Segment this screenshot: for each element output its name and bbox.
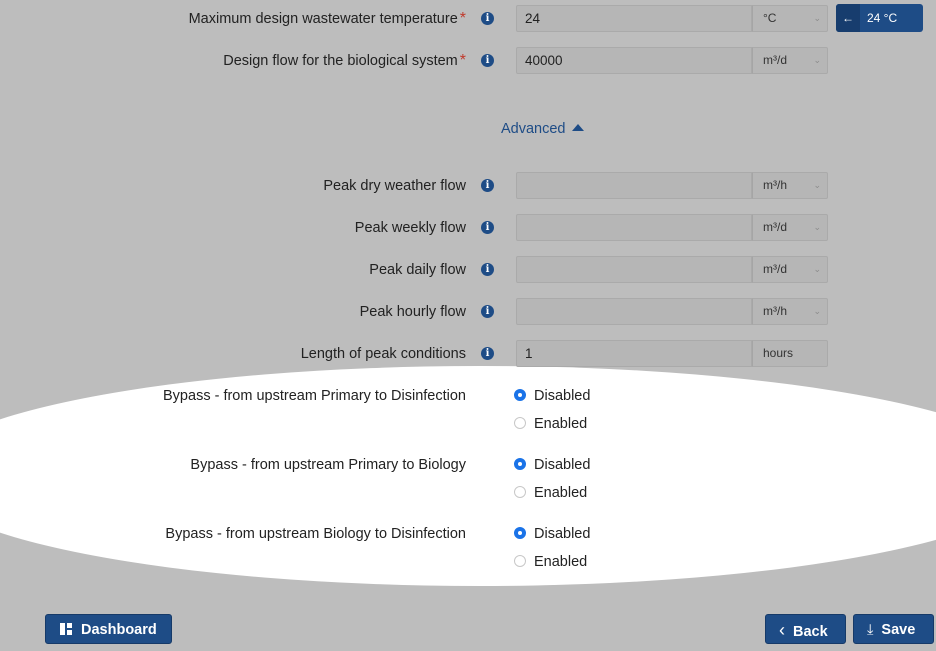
info-icon[interactable]: i <box>481 179 494 192</box>
chevron-down-icon: ⌄ <box>813 306 821 316</box>
bypass-biology-disinfection-enabled-option[interactable]: Enabled <box>514 554 587 570</box>
peak-dry-input[interactable] <box>516 172 752 199</box>
info-icon[interactable]: i <box>481 221 494 234</box>
radio-unselected[interactable] <box>514 555 526 567</box>
peak-weekly-label: Peak weekly flow <box>354 220 466 236</box>
radio-selected[interactable] <box>514 458 526 470</box>
info-icon[interactable]: i <box>481 12 494 25</box>
peak-daily-unit-select[interactable]: m³/d ⌄ <box>752 256 828 283</box>
arrow-left-icon: ← <box>836 4 860 32</box>
max-temp-unit-select[interactable]: °C ⌄ <box>752 5 828 32</box>
bypass-primary-biology-disabled-option[interactable]: Disabled <box>514 457 590 473</box>
bypass-primary-disinfection-label: Bypass - from upstream Primary to Disinfection <box>163 388 466 404</box>
max-temp-input[interactable]: 24 <box>516 5 752 32</box>
peak-length-unit: hours <box>752 340 828 367</box>
info-icon[interactable]: i <box>481 263 494 276</box>
peak-daily-input[interactable] <box>516 256 752 283</box>
design-flow-label: Design flow for the biological system * <box>223 52 466 69</box>
save-button[interactable]: ⤓ Save <box>853 614 934 644</box>
peak-weekly-unit-select[interactable]: m³/d ⌄ <box>752 214 828 241</box>
chevron-down-icon: ⌄ <box>813 55 821 65</box>
required-marker: * <box>459 10 466 27</box>
design-flow-unit-select[interactable]: m³/d ⌄ <box>752 47 828 74</box>
spotlight-highlight <box>0 366 936 586</box>
back-button[interactable]: ‹ Back <box>765 614 846 644</box>
temperature-convert-button[interactable]: ← 24 °C <box>836 4 923 32</box>
download-icon: ⤓ <box>867 622 874 638</box>
peak-dry-unit-select[interactable]: m³/h ⌄ <box>752 172 828 199</box>
radio-unselected[interactable] <box>514 417 526 429</box>
info-icon[interactable]: i <box>481 305 494 318</box>
bypass-primary-disinfection-enabled-option[interactable]: Enabled <box>514 416 587 432</box>
peak-daily-label: Peak daily flow <box>369 262 466 278</box>
radio-selected[interactable] <box>514 389 526 401</box>
chevron-down-icon: ⌄ <box>813 180 821 190</box>
dashboard-icon <box>60 623 72 635</box>
bypass-primary-disinfection-disabled-option[interactable]: Disabled <box>514 388 590 404</box>
bypass-primary-biology-enabled-option[interactable]: Enabled <box>514 485 587 501</box>
chevron-down-icon: ⌄ <box>813 264 821 274</box>
max-temp-label: Maximum design wastewater temperature * <box>188 10 466 27</box>
chevron-down-icon: ⌄ <box>813 13 821 23</box>
bypass-biology-disinfection-label: Bypass - from upstream Biology to Disinfection <box>165 526 466 542</box>
peak-hourly-input[interactable] <box>516 298 752 325</box>
radio-selected[interactable] <box>514 527 526 539</box>
dashboard-button[interactable]: Dashboard <box>45 614 172 644</box>
advanced-toggle[interactable]: Advanced <box>501 121 584 137</box>
info-icon[interactable]: i <box>481 347 494 360</box>
required-marker: * <box>459 52 466 69</box>
peak-hourly-unit-select[interactable]: m³/h ⌄ <box>752 298 828 325</box>
info-icon[interactable]: i <box>481 54 494 67</box>
peak-dry-label: Peak dry weather flow <box>323 178 466 194</box>
radio-unselected[interactable] <box>514 486 526 498</box>
peak-length-label: Length of peak conditions <box>300 346 466 362</box>
design-flow-input[interactable]: 40000 <box>516 47 752 74</box>
bypass-primary-biology-label: Bypass - from upstream Primary to Biology <box>190 457 466 473</box>
bypass-biology-disinfection-disabled-option[interactable]: Disabled <box>514 526 590 542</box>
peak-weekly-input[interactable] <box>516 214 752 241</box>
caret-up-icon <box>572 124 584 131</box>
chevron-left-icon: ‹ <box>779 620 785 640</box>
peak-hourly-label: Peak hourly flow <box>359 304 466 320</box>
chevron-down-icon: ⌄ <box>813 222 821 232</box>
peak-length-input[interactable]: 1 <box>516 340 752 367</box>
